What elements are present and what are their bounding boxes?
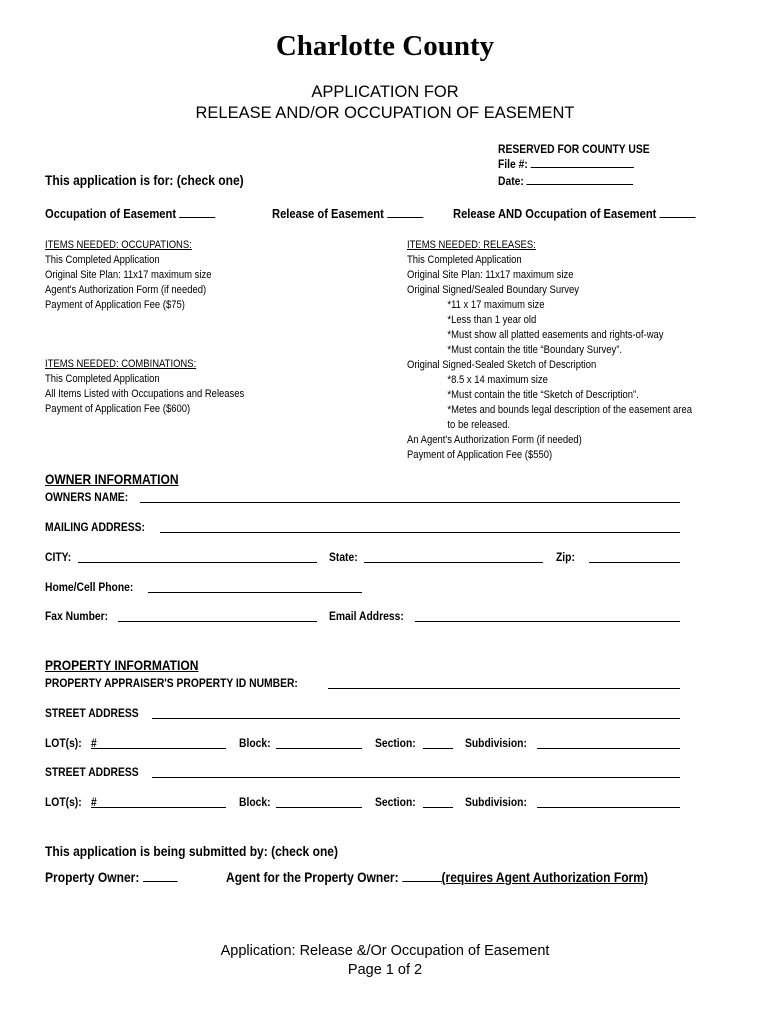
street-address-field[interactable]	[152, 718, 680, 719]
list-item: This Completed Application	[407, 254, 522, 266]
submitted-agent-check[interactable]	[402, 871, 442, 882]
city-field[interactable]	[78, 562, 317, 563]
file-number-row	[498, 157, 634, 171]
list-item: An Agent's Authorization Form (if needed)	[407, 434, 582, 446]
street-address-2-field[interactable]	[152, 777, 680, 778]
list-item: Original Site Plan: 11x17 maximum size	[407, 269, 574, 281]
lots-number-sign: #	[91, 736, 97, 750]
subdivision-2-field[interactable]	[537, 807, 680, 808]
block-2-label: Block:	[239, 795, 271, 809]
list-item: This Completed Application	[45, 373, 160, 385]
items-combinations-heading: ITEMS NEEDED: COMBINATIONS:	[45, 358, 197, 370]
submitted-agent-option[interactable]	[226, 869, 648, 885]
footer-title: Application: Release &/Or Occupation of Easement	[220, 943, 550, 959]
owners-name-field[interactable]	[140, 502, 680, 503]
page-number: Page 1 of 2	[347, 962, 423, 978]
zip-label: Zip:	[556, 550, 575, 564]
option-release-and-occupation[interactable]	[453, 206, 696, 221]
date-row	[498, 174, 633, 188]
block-2-field[interactable]	[276, 807, 362, 808]
street-address-2-label: STREET ADDRESS	[45, 765, 139, 779]
list-item: Original Signed/Sealed Boundary Survey	[407, 284, 579, 296]
subdivision-2-label: Subdivision:	[465, 795, 527, 809]
list-item: *Must show all platted easements and rights-of-way	[447, 329, 664, 341]
list-item: *11 x 17 maximum size	[447, 299, 545, 311]
section-label: Section:	[375, 736, 416, 750]
phone-field[interactable]	[148, 592, 362, 593]
email-field[interactable]	[415, 621, 680, 622]
items-releases	[407, 238, 692, 463]
county-title: Charlotte County	[275, 30, 495, 62]
block-field[interactable]	[276, 748, 362, 749]
lots-field[interactable]	[91, 748, 226, 749]
list-item: *Metes and bounds legal description of the easement area	[447, 404, 692, 416]
list-item: Agent's Authorization Form (if needed)	[45, 284, 207, 296]
submitted-by-label: This application is being submitted by: (check one)	[45, 843, 339, 859]
items-combinations	[45, 357, 244, 417]
property-id-field[interactable]	[328, 688, 680, 689]
option-release-label: Release of Easement	[272, 206, 384, 221]
subdivision-field[interactable]	[537, 748, 680, 749]
zip-field[interactable]	[589, 562, 680, 563]
subdivision-label: Subdivision:	[465, 736, 527, 750]
option-release-check[interactable]	[387, 207, 423, 218]
date-label: Date:	[498, 174, 524, 188]
owner-info-heading: OWNER INFORMATION	[45, 471, 179, 487]
file-number-field[interactable]	[531, 157, 634, 168]
lots-label: LOT(s):	[45, 736, 82, 750]
list-item: Original Site Plan: 11x17 maximum size	[45, 269, 212, 281]
items-occupations-heading: ITEMS NEEDED: OCCUPATIONS:	[45, 239, 192, 251]
list-item: *Must contain the title “Boundary Survey”.	[447, 344, 622, 356]
form-title-line1: APPLICATION FOR	[311, 83, 459, 101]
application-for-label: This application is for: (check one)	[45, 172, 244, 188]
option-occupation[interactable]	[45, 206, 215, 221]
submitted-owner-label: Property Owner:	[45, 869, 140, 885]
list-item: Payment of Application Fee ($600)	[45, 403, 191, 415]
section-field[interactable]	[423, 748, 453, 749]
list-item: This Completed Application	[45, 254, 160, 266]
list-item: Original Signed-Sealed Sketch of Description	[407, 359, 597, 371]
option-occupation-label: Occupation of Easement	[45, 206, 177, 221]
fax-field[interactable]	[118, 621, 317, 622]
list-item: to be released.	[447, 419, 511, 431]
list-item: *Less than 1 year old	[447, 314, 537, 326]
email-label: Email Address:	[329, 609, 404, 623]
items-occupations	[45, 238, 212, 313]
section-2-label: Section:	[375, 795, 416, 809]
agent-auth-note: (requires Agent Authorization Form)	[441, 869, 648, 885]
list-item: All Items Listed with Occupations and Releases	[45, 388, 245, 400]
list-item: *Must contain the title “Sketch of Description”.	[447, 389, 639, 401]
property-id-label: PROPERTY APPRAISER'S PROPERTY ID NUMBER:	[45, 676, 298, 690]
state-field[interactable]	[364, 562, 543, 563]
file-number-label: File #:	[498, 157, 528, 171]
street-address-label: STREET ADDRESS	[45, 706, 139, 720]
date-field[interactable]	[527, 174, 634, 185]
list-item: Payment of Application Fee ($550)	[407, 449, 553, 461]
lots-2-label: LOT(s):	[45, 795, 82, 809]
submitted-agent-label: Agent for the Property Owner:	[226, 869, 399, 885]
property-info-heading: PROPERTY INFORMATION	[45, 657, 199, 673]
section-2-field[interactable]	[423, 807, 453, 808]
mailing-address-label: MAILING ADDRESS:	[45, 520, 145, 534]
phone-label: Home/Cell Phone:	[45, 580, 134, 594]
block-label: Block:	[239, 736, 271, 750]
mailing-address-field[interactable]	[160, 532, 680, 533]
option-occupation-check[interactable]	[179, 207, 215, 218]
list-item: Payment of Application Fee ($75)	[45, 299, 185, 311]
list-item: *8.5 x 14 maximum size	[447, 374, 548, 386]
owners-name-label: OWNERS NAME:	[45, 490, 129, 504]
submitted-owner-check[interactable]	[143, 871, 177, 882]
reserved-heading: RESERVED FOR COUNTY USE	[498, 142, 650, 156]
option-release-and-occupation-label: Release AND Occupation of Easement	[453, 206, 657, 221]
state-label: State:	[329, 550, 358, 564]
submitted-owner-option[interactable]	[45, 869, 177, 885]
items-releases-heading: ITEMS NEEDED: RELEASES:	[407, 239, 536, 251]
lots-2-field[interactable]	[91, 807, 226, 808]
option-release[interactable]	[272, 206, 423, 221]
lots-2-number-sign: #	[91, 795, 97, 809]
fax-label: Fax Number:	[45, 609, 109, 623]
form-title-line2: RELEASE AND/OR OCCUPATION OF EASEMENT	[195, 104, 575, 122]
option-release-and-occupation-check[interactable]	[659, 207, 695, 218]
city-label: CITY:	[45, 550, 72, 564]
